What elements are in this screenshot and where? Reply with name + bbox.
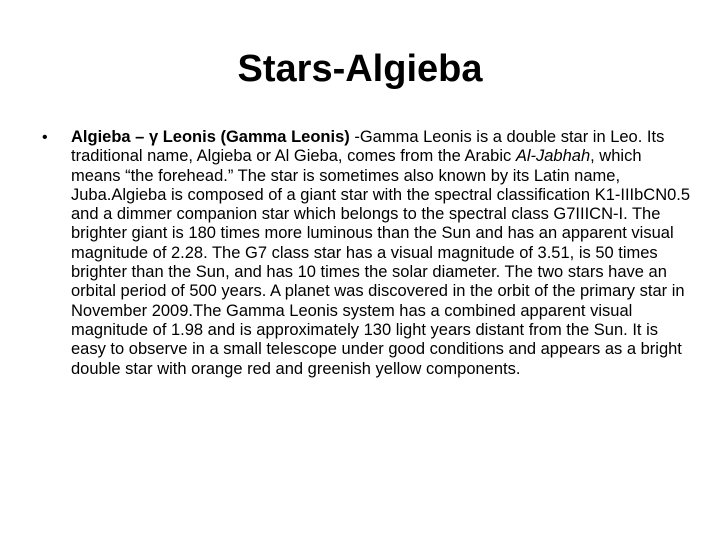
bullet-italic-term: Al-Jabhah bbox=[515, 147, 591, 166]
bullet-marker: • bbox=[42, 129, 48, 146]
slide-body bbox=[42, 128, 692, 379]
slide-title: Stars-Algieba bbox=[237, 48, 483, 90]
bullet-text-part-2: , which means “the forehead.” The star is sometimes also known by its Latin name, Juba.Algieba is composed of a giant star with the spectral classification K1-IIIbCN0.5 and a dimmer companion star which belongs to the spectral class G7IIICN-I. The brighter giant is 180 times more luminous than the Sun and has an apparent visual magnitude of 2.28. The G7 class star has a visual magnitude of 3.51, is 50 times brighter than the Sun, and has 10 times the solar diameter. The two stars have an orbital period of 500 years. A planet was discovered in the orbit of the primary star in November 2009.The Gamma Leonis system has a combined apparent visual magnitude of 1.98 and is approximately 130 light years distant from the Sun. It is easy to observe in a small telescope under good conditions and appears as a bright double star with orange red and greenish yellow components. bbox=[71, 147, 691, 378]
bullet-item bbox=[42, 128, 692, 379]
bullet-text-part-1: -Gamma Leonis is a double star in Leo. Its traditional name, Algieba or Al Gieba, comes from the Arabic bbox=[71, 128, 665, 166]
bullet-term: Algieba – γ Leonis (Gamma Leonis) bbox=[71, 128, 350, 146]
